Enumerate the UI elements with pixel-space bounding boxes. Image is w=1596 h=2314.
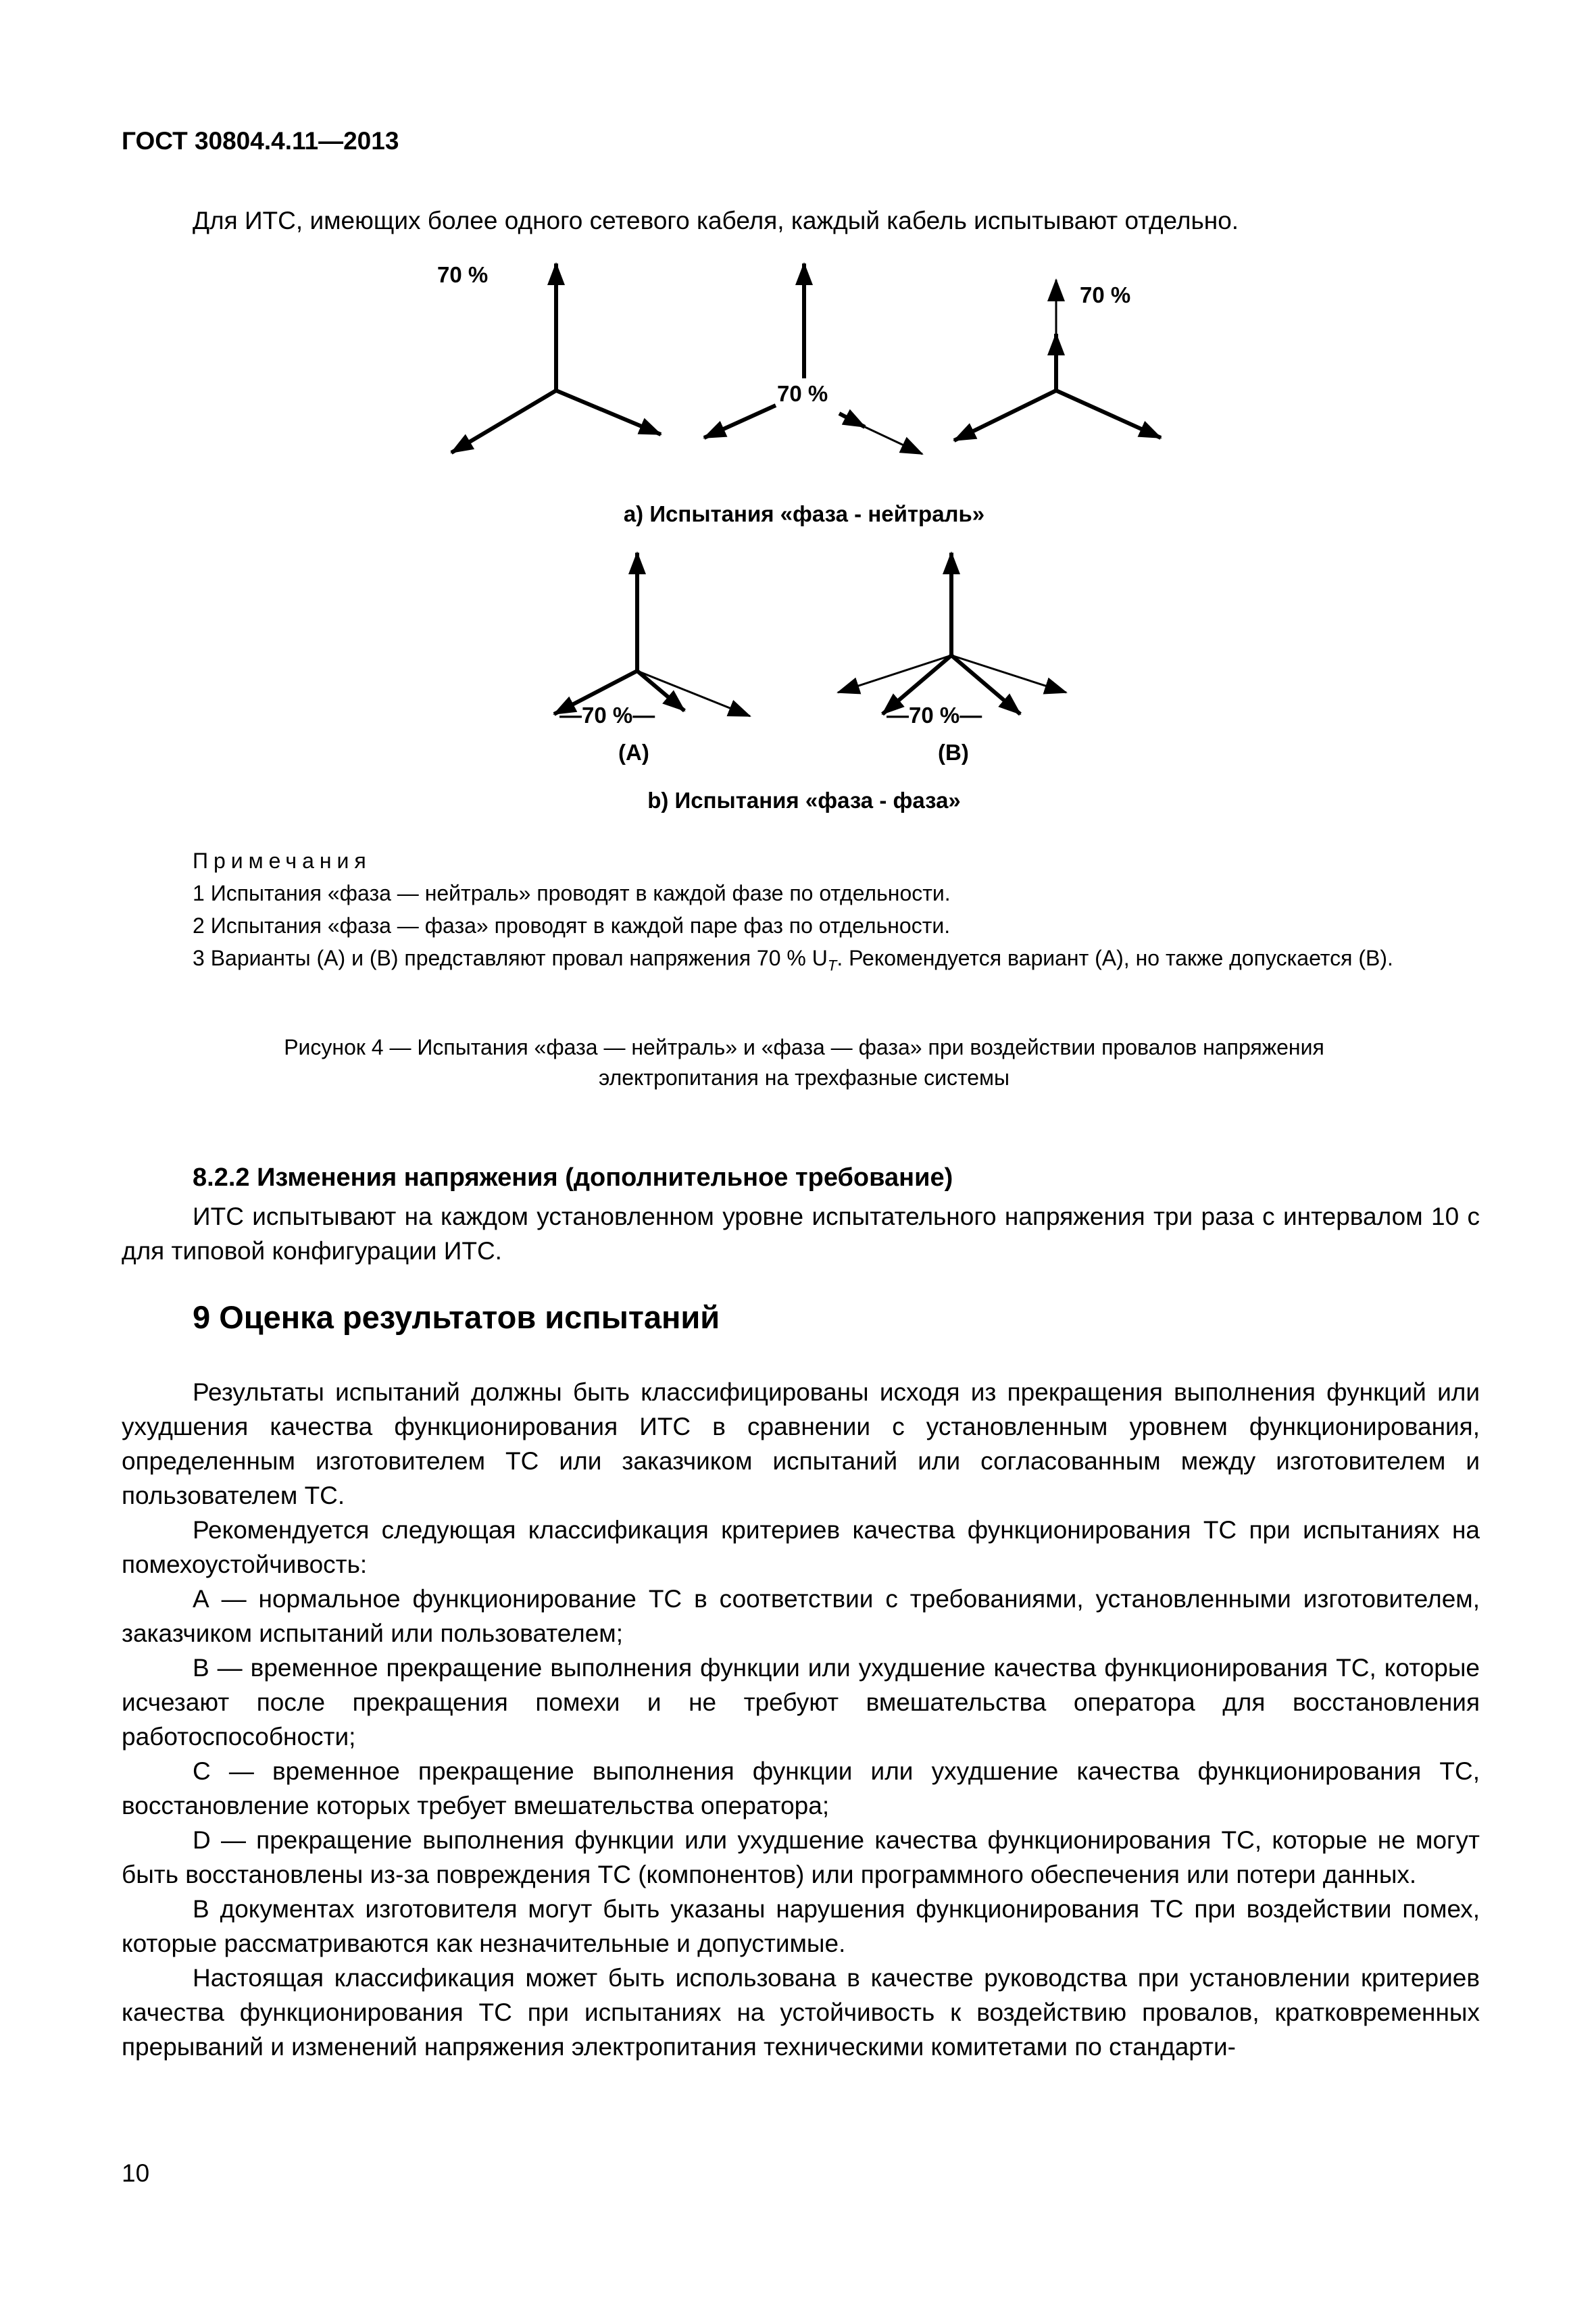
section-822-body bbox=[122, 1199, 1480, 1268]
section-822-title: 8.2.2 Изменения напряжения (дополнительное требование) bbox=[193, 1163, 953, 1192]
label-pct-a1: 70 % bbox=[437, 262, 489, 287]
section-9-title: 9 Оценка результатов испытаний bbox=[193, 1299, 720, 1335]
s9-paragraph-8: Настоящая классификация может быть использована в качестве руководства при установлении критериев качества функционирования ТС при испытаниях на устойчивость к воздействию провалов, кратковременных прерываний и изменений напряжения электропитания техническими комитетами по стандарти- bbox=[122, 1964, 1480, 2061]
note-1: 1 Испытания «фаза — нейтраль» проводят в каждой фазе по отдельности. bbox=[193, 881, 951, 905]
figure-caption-line1: Рисунок 4 — Испытания «фаза — нейтраль» и «фаза — фаза» при воздействии провалов напряжения bbox=[284, 1035, 1324, 1059]
diagram-b-variant-a bbox=[554, 553, 750, 716]
diagram-a1 bbox=[451, 263, 661, 453]
label-variant-a: (A) bbox=[618, 740, 649, 765]
s9-paragraph-2: Рекомендуется следующая классификация критериев качества функционирования ТС при испытаниях на помехоустойчивость: bbox=[122, 1516, 1480, 1578]
note-2: 2 Испытания «фаза — фаза» проводят в каждой паре фаз по отдельности. bbox=[193, 913, 951, 938]
s9-paragraph-7: В документах изготовителя могут быть указаны нарушения функционирования ТС при воздействии помех, которые рассматриваются как незначительные и допустимые. bbox=[122, 1895, 1480, 1957]
note-3-part2: . Рекомендуется вариант (А), но также допускается (В). bbox=[837, 946, 1393, 970]
diagram-a2 bbox=[704, 263, 922, 454]
diagram-b-variant-b bbox=[838, 553, 1066, 714]
notes-block bbox=[122, 845, 1487, 982]
intro-text: Для ИТС, имеющих более одного сетевого кабеля, каждый кабель испытывают отдельно. bbox=[193, 207, 1239, 234]
notes-title: Примечания bbox=[193, 849, 372, 873]
s9-criterion-d: D — прекращение выполнения функции или ухудшение качества функционирования ТС, которые не могут быть восстановлены из-за повреждения ТС (компонентов) или программного обеспечения или потери данных. bbox=[122, 1826, 1480, 1888]
page-number: 10 bbox=[122, 2159, 150, 2187]
figure-caption bbox=[122, 1032, 1487, 1093]
s9-criterion-b: В — временное прекращение выполнения функции или ухудшение качества функционирования ТС, которые исчезают после прекращения помехи и не требуют вмешательства оператора для восстановления работоспособности; bbox=[122, 1654, 1480, 1751]
s9-criterion-a: А — нормальное функционирование ТС в соответствии с требованиями, установленными изготовителем, заказчиком испытаний или пользователем; bbox=[122, 1585, 1480, 1647]
label-pct-b1: —70 %— bbox=[559, 703, 655, 728]
section-9-body bbox=[122, 1375, 1480, 2064]
s9-paragraph-1: Результаты испытаний должны быть классифицированы исходя из прекращения выполнения функций или ухудшения качества функционирования ИТС в сравнении с установленным уровнем функционирования, определенным изготовителем ТС или заказчиком испытаний или согласованным между изготовителем и пользователем ТС. bbox=[122, 1378, 1480, 1509]
document-header: ГОСТ 30804.4.11—2013 bbox=[122, 127, 399, 155]
s9-criterion-c: С — временное прекращение выполнения функции или ухудшение качества функционирования ТС, восстановление которых требует вмешательства оператора; bbox=[122, 1757, 1480, 1819]
phase-diagram bbox=[0, 0, 1596, 878]
label-variant-b: (B) bbox=[938, 740, 969, 765]
label-pct-a3: 70 % bbox=[1080, 282, 1131, 307]
figure-caption-b: b) Испытания «фаза - фаза» bbox=[647, 788, 961, 813]
figure-caption-a: а) Испытания «фаза - нейтраль» bbox=[623, 501, 985, 526]
label-pct-a2: 70 % bbox=[777, 381, 828, 406]
figure-caption-line2: электропитания на трехфазные системы bbox=[598, 1065, 1010, 1090]
label-pct-b2: —70 %— bbox=[887, 703, 982, 728]
section-822-text: ИТС испытывают на каждом установленном уровне испытательного напряжения три раза с интервалом 10 с для типовой конфигурации ИТС. bbox=[122, 1203, 1480, 1265]
note-3-part1: 3 Варианты (А) и (В) представляют провал напряжения 70 % U bbox=[193, 946, 828, 970]
note-3 bbox=[122, 942, 1487, 982]
note-3-subscript: T bbox=[827, 957, 837, 974]
